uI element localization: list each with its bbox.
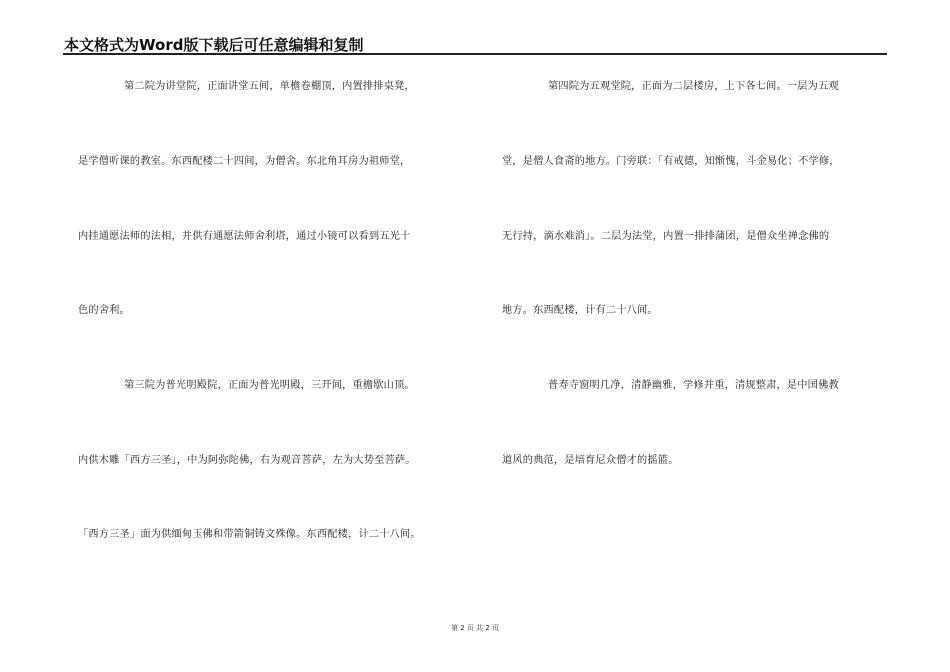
paragraph-line: 道风的典范，是培育尼众僧才的摇篮。 <box>502 455 679 466</box>
paragraph-line: 是学僧听课的教室。东西配楼二十四间，为僧舍。东北角耳房为祖师堂， <box>78 156 411 167</box>
paragraph-line: 「西方三圣」面为供缅甸玉佛和带箭铜铸文殊像。东西配楼，计二十八间。 <box>78 529 421 540</box>
paragraph-line: 内供木雕「西方三圣」，中为阿弥陀佛，右为观音菩萨，左为大势至菩萨。 <box>78 455 416 466</box>
page-number-footer: 第 2 页 共 2 页 <box>450 624 500 632</box>
paragraph-line: 堂，是僧人食斋的地方。门旁联：「有戒德，知惭愧，斗金易化；不学修， <box>502 156 840 167</box>
paragraph-line: 地方。东西配楼，计有二十八间。 <box>502 305 658 316</box>
paragraph-line: 第二院为讲堂院，正面讲堂五间，单檐卷棚顶，内置排排桌凳， <box>124 81 415 92</box>
paragraph-line: 色的舍利。 <box>78 305 130 316</box>
paragraph-line: 第三院为普光明殿院，正面为普光明殿，三开间，重檐歇山顶。 <box>124 380 415 391</box>
header-divider <box>63 53 887 55</box>
document-header-title: 本文格式为Word版下载后可任意编辑和复制 <box>64 36 364 54</box>
paragraph-line: 第四院为五观堂院，正面为二层楼房，上下各七间。一层为五观 <box>548 81 839 92</box>
paragraph-line: 普寿寺窗明几净，清静幽雅，学修并重，清规整肃，是中国佛教 <box>548 380 839 391</box>
paragraph-line: 无行持，滴水难消」。二层为法堂，内置一排排蒲团，是僧众坐禅念佛的 <box>502 231 830 242</box>
paragraph-line: 内挂通愿法师的法相，并供有通愿法师舍利塔，通过小镜可以看到五光十 <box>78 231 411 242</box>
